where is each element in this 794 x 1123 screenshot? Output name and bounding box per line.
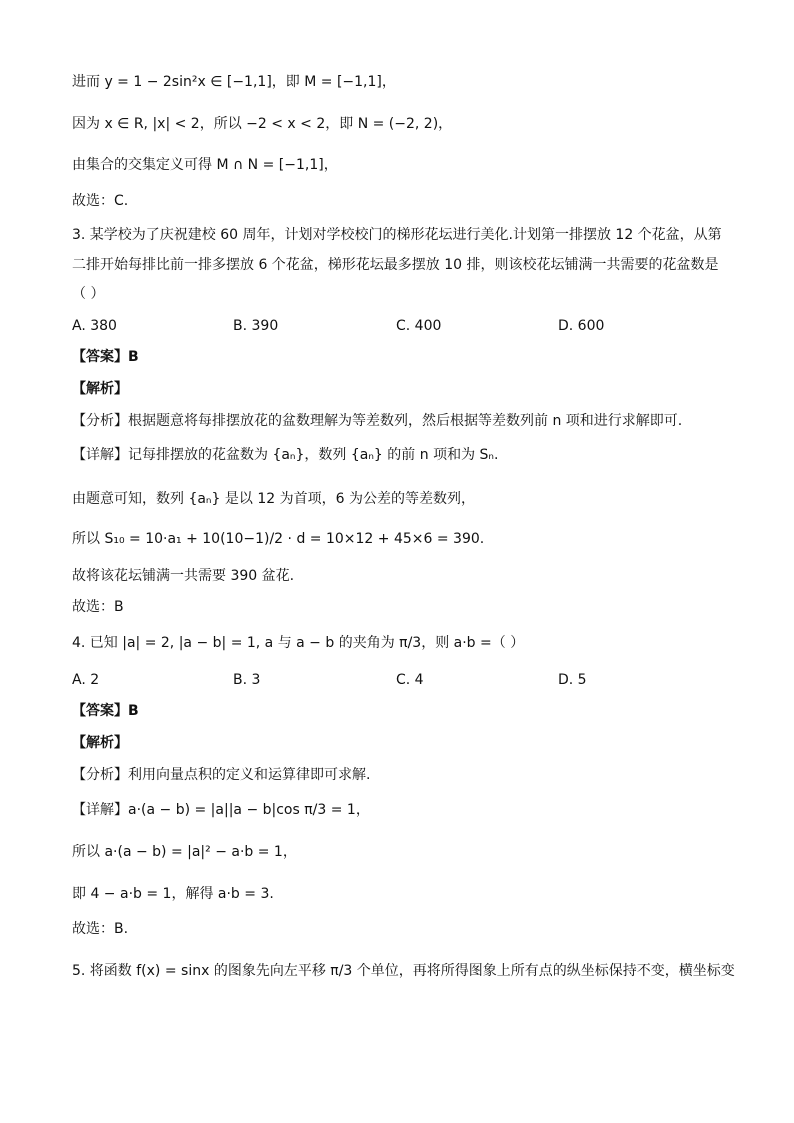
q3-option-a: A. 380: [72, 318, 117, 334]
q4-option-c: C. 4: [396, 672, 424, 688]
detail-line: 【详解】a·(a − b) = |a||a − b|cos π/3 = 1，: [72, 802, 370, 818]
question-3-stem: 3. 某学校为了庆祝建校 60 周年，计划对学校校门的梯形花坛进行美化.计划第一排摆放 12 个花盆，从第: [72, 227, 722, 243]
question-3-stem: 二排开始每排比前一排多摆放 6 个花盆，梯形花坛最多摆放 10 排，则该校花坛铺满一共需要的花盆数是: [72, 257, 719, 273]
q3-option-d: D. 600: [558, 318, 605, 334]
detail-line: 即 4 − a·b = 1，解得 a·b = 3.: [72, 886, 274, 902]
formula-line: 所以 S₁₀ = 10·a₁ + 10(10−1)/2 · d = 10×12 + 45×6 = 390.: [72, 531, 485, 547]
analysis-line: 【分析】利用向量点积的定义和运算律即可求解.: [72, 767, 371, 783]
q3-option-b: B. 390: [233, 318, 279, 334]
text-line: 进而 y = 1 − 2sin²x ∈ [−1,1]，即 M = [−1,1]，: [72, 74, 396, 90]
q4-option-b: B. 3: [233, 672, 261, 688]
question-5-stem: 5. 将函数 f(x) = sinx 的图象先向左平移 π/3 个单位，再将所得图象上所有点的纵坐标保持不变，横坐标变: [72, 963, 735, 979]
text-line: 故将该花坛铺满一共需要 390 盆花.: [72, 568, 295, 584]
detail-line: 由题意可知，数列 {aₙ} 是以 12 为首项，6 为公差的等差数列，: [72, 491, 475, 507]
analysis-label: 【解析】: [72, 381, 128, 397]
q4-option-a: A. 2: [72, 672, 100, 688]
q3-option-c: C. 400: [396, 318, 442, 334]
answer-label: 【答案】B: [72, 349, 139, 365]
question-3-bracket: （ ）: [72, 286, 105, 302]
analysis-label: 【解析】: [72, 735, 128, 751]
text-line: 故选：B.: [72, 921, 129, 937]
text-line: 故选：C.: [72, 193, 129, 209]
detail-line: 所以 a·(a − b) = |a|² − a·b = 1，: [72, 844, 297, 860]
text-line: 由集合的交集定义可得 M ∩ N = [−1,1]，: [72, 157, 338, 173]
analysis-line: 【分析】根据题意将每排摆放花的盆数理解为等差数列，然后根据等差数列前 n 项和进行求解即可.: [72, 413, 683, 429]
text-line: 故选：B: [72, 599, 124, 615]
text-line: 因为 x ∈ R, |x| < 2，所以 −2 < x < 2，即 N = (−2, 2)，: [72, 116, 453, 132]
detail-line: 【详解】记每排摆放的花盆数为 {aₙ}，数列 {aₙ} 的前 n 项和为 Sₙ.: [72, 447, 499, 463]
answer-label: 【答案】B: [72, 703, 139, 719]
q4-option-d: D. 5: [558, 672, 587, 688]
question-4-stem: 4. 已知 |a| = 2, |a − b| = 1, a 与 a − b 的夹角为 π/3，则 a·b =（ ）: [72, 635, 525, 651]
